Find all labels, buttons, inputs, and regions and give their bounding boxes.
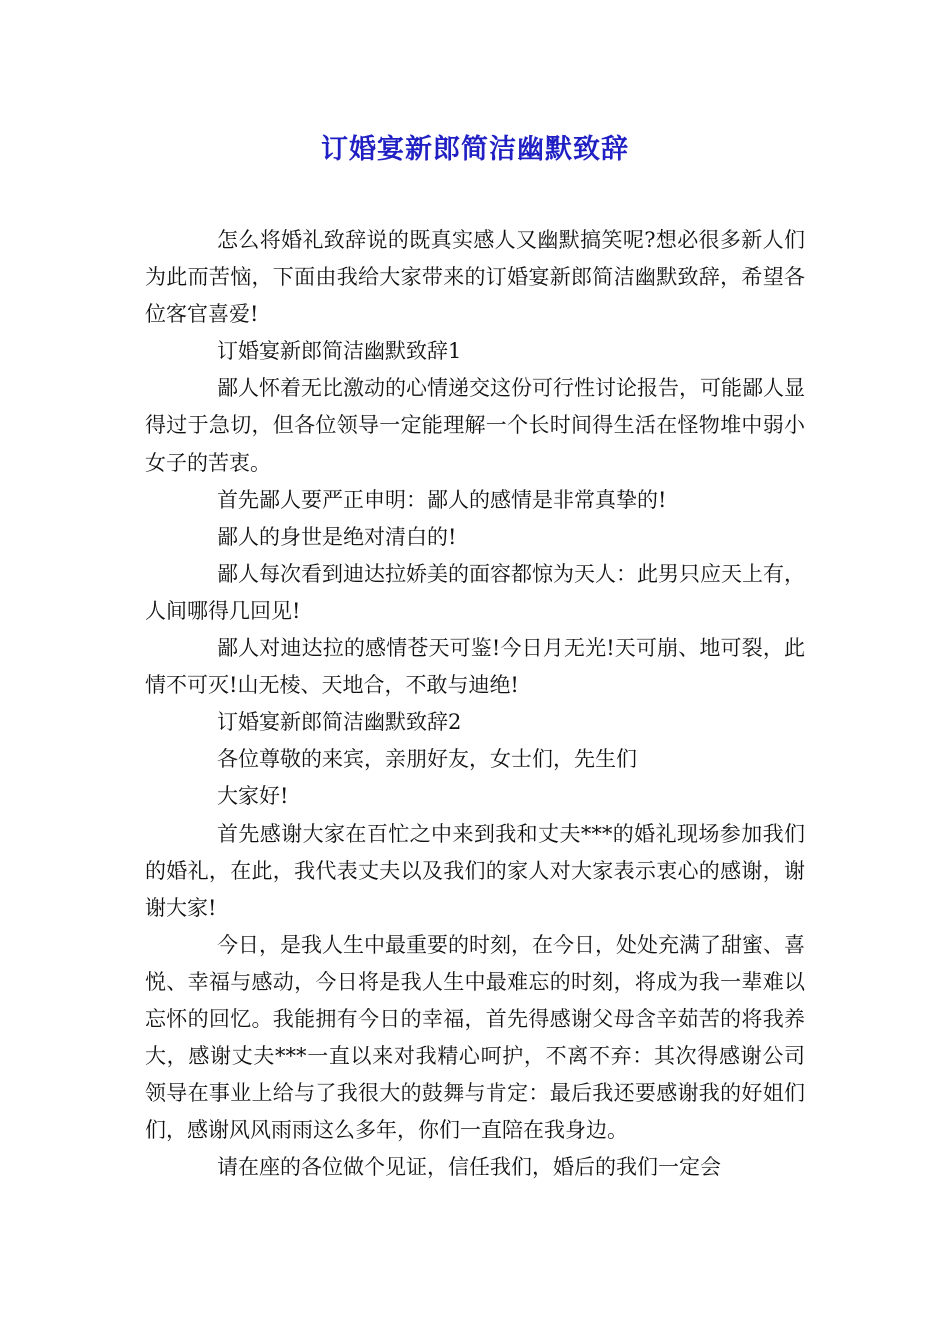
paragraph: 各位尊敬的来宾，亲朋好友，女士们，先生们 xyxy=(217,747,637,772)
paragraph: 怎么将婚礼致辞说的既真实感人又幽默搞笑呢?想必很多新人们为此而苦恼，下面由我给大家带来的订婚宴新郎简洁幽默致辞，希望各位客官喜爱! xyxy=(145,228,805,327)
document-body xyxy=(145,222,805,1186)
paragraph: 今日，是我人生中最重要的时刻，在今日，处处充满了甜蜜、喜悦、幸福与感动，今日将是我人生中最难忘的时刻，将成为我一辈难以忘怀的回忆。我能拥有今日的幸福，首先得感谢父母含辛茹苦的将我养大，感谢丈夫***一直以来对我精心呵护，不离不弃：其次得感谢公司领导在事业上给与了我很大的鼓舞与肯定：最后我还要感谢我的好姐们们，感谢风风雨雨这么多年，你们一直陪在我身边。 xyxy=(145,932,805,1143)
paragraph: 首先感谢大家在百忙之中来到我和丈夫***的婚礼现场参加我们的婚礼，在此，我代表丈夫以及我们的家人对大家表示衷心的感谢，谢谢大家! xyxy=(145,821,805,920)
section-heading: 订婚宴新郎简洁幽默致辞1 xyxy=(217,339,462,364)
paragraph: 鄙人怀着无比激动的心情递交这份可行性讨论报告，可能鄙人显得过于急切，但各位领导一定能理解一个长时间得生活在怪物堆中弱小女子的苦衷。 xyxy=(145,376,805,475)
paragraph: 鄙人对迪达拉的感情苍天可鉴!今日月无光!天可崩、地可裂，此情不可灭!山无棱、天地合，不敢与迪绝! xyxy=(145,636,805,698)
document-title: 订婚宴新郎简洁幽默致辞 xyxy=(321,134,629,165)
paragraph: 鄙人每次看到迪达拉娇美的面容都惊为天人：此男只应天上有，人间哪得几回见! xyxy=(145,561,805,623)
paragraph: 请在座的各位做个见证，信任我们，婚后的我们一定会 xyxy=(217,1155,721,1180)
section-heading: 订婚宴新郎简洁幽默致辞2 xyxy=(217,710,462,735)
paragraph: 大家好! xyxy=(217,784,289,809)
paragraph: 鄙人的身世是绝对清白的! xyxy=(217,524,457,549)
paragraph: 首先鄙人要严正申明：鄙人的感情是非常真挚的! xyxy=(217,487,667,512)
